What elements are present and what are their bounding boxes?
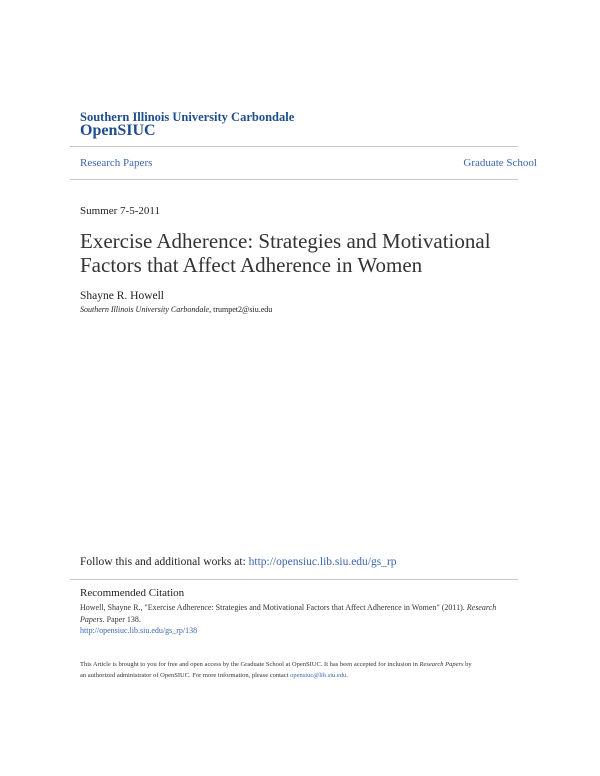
- header-bottom-rule: [70, 179, 518, 180]
- header-top-rule: [70, 146, 518, 147]
- notice-line-1: [80, 659, 520, 670]
- notice-text-1b: by: [463, 661, 472, 668]
- follow-url-link[interactable]: http://opensiuc.lib.siu.edu/gs_rp: [248, 556, 397, 568]
- citation-paper-number: Paper 138.: [104, 614, 141, 624]
- notice-text-1a: This Article is brought to you for free and open access by the Graduate School at OpenSIUC. It has been accepted for inclusion in: [80, 661, 420, 668]
- affiliation-email: , trumpet2@siu.edu: [209, 305, 273, 314]
- notice-text-2a: an authorized administrator of OpenSIUC. For more information, please contact: [80, 672, 291, 679]
- paper-title: Exercise Adherence: Strategies and Motivational Factors that Affect Adherence in Women: [80, 229, 491, 277]
- publication-date: Summer 7-5-2011: [80, 205, 160, 217]
- citation-block: [80, 602, 510, 637]
- notice-line-2: [80, 670, 520, 681]
- author-affiliation: [80, 305, 272, 314]
- notice-text-2b: .: [346, 672, 348, 679]
- citation-series-part2: Papers.: [80, 614, 105, 624]
- follow-text: Follow this and additional works at:: [80, 556, 249, 568]
- graduate-school-link[interactable]: Graduate School: [463, 157, 537, 169]
- citation-url-link[interactable]: http://opensiuc.lib.siu.edu/gs_rp/138: [80, 626, 198, 635]
- contact-email-link[interactable]: opensiuc@lib.siu.edu: [290, 672, 347, 679]
- follow-line: [80, 556, 397, 568]
- university-name: Southern Illinois University Carbondale: [80, 110, 295, 124]
- citation-text: Howell, Shayne R., "Exercise Adherence: Strategies and Motivational Factors that Affect Adherence in Women" (2011).: [80, 603, 467, 612]
- citation-series-part1: Research: [466, 603, 497, 612]
- access-notice: [80, 659, 520, 681]
- citation-rule: [70, 579, 518, 580]
- affiliation-institution: Southern Illinois University Carbondale: [80, 305, 210, 314]
- notice-collection-name: Research Papers: [419, 661, 464, 668]
- repository-name[interactable]: OpenSIUC: [80, 122, 156, 139]
- recommended-citation-heading: Recommended Citation: [80, 587, 185, 599]
- research-papers-link[interactable]: Research Papers: [80, 157, 153, 169]
- citation-line-2: [80, 614, 510, 626]
- author-name: Shayne R. Howell: [80, 290, 165, 302]
- citation-line-1: [80, 602, 510, 614]
- citation-line-3: [80, 625, 510, 637]
